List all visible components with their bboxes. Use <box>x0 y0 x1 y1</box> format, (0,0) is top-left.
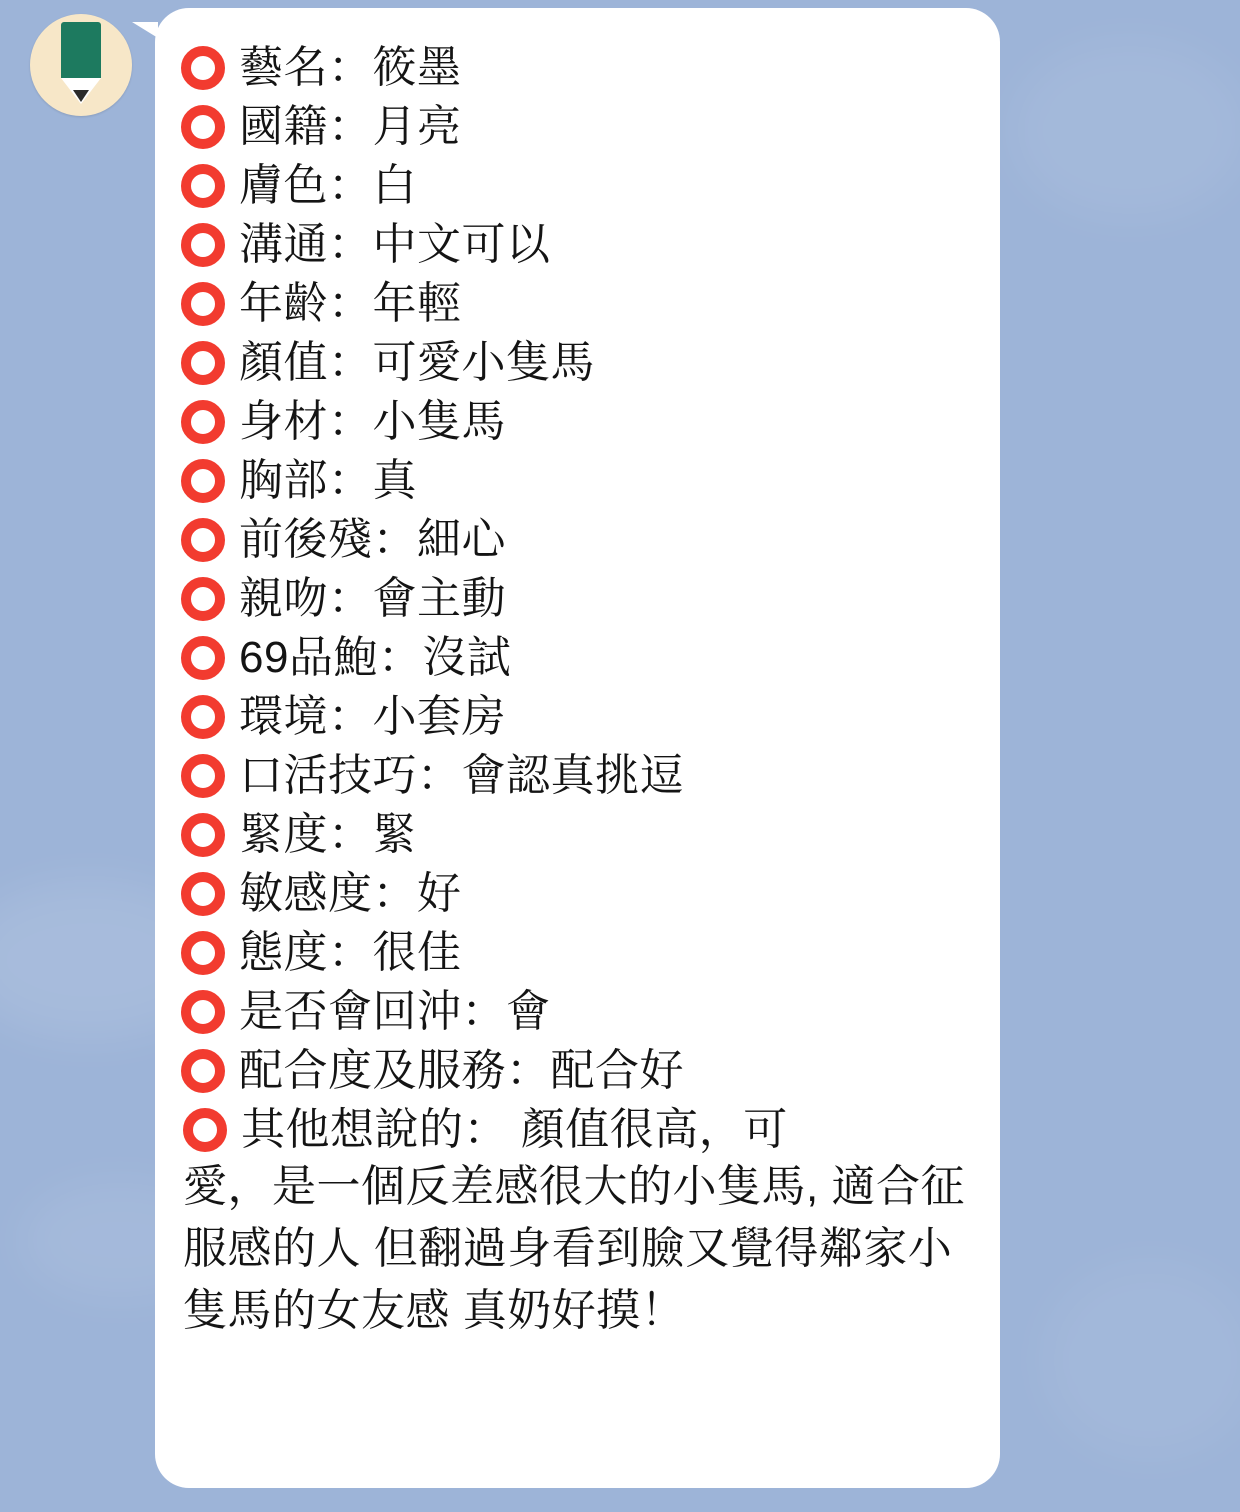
red-circle-bullet-icon <box>181 518 225 562</box>
message-bubble[interactable] <box>155 8 1000 1488</box>
list-item-label: 胸部：真 <box>239 456 417 505</box>
list-item <box>181 219 974 271</box>
list-item-label: 口活技巧：會認真挑逗 <box>239 751 684 800</box>
red-circle-bullet-icon <box>181 931 225 975</box>
red-circle-bullet-icon <box>181 282 225 326</box>
list-item <box>181 455 974 507</box>
message-bubble-tail <box>132 22 158 38</box>
red-circle-bullet-icon <box>181 1049 225 1093</box>
list-item-label: 溝通：中文可以 <box>239 220 551 269</box>
background-blob <box>1040 1260 1240 1460</box>
red-circle-bullet-icon <box>181 636 225 680</box>
list-item-label: 69品鮑：沒試 <box>239 633 512 682</box>
list-item-label: 前後殘：細心 <box>239 515 506 564</box>
list-item <box>181 1045 974 1097</box>
note-body: 愛，是一個反差感很大的小隻馬, 適合征服感的人 但翻過身看到臉又覺得鄰家小隻馬的女友感 真奶好摸！ <box>183 1162 965 1335</box>
red-circle-bullet-icon <box>181 459 225 503</box>
note-header <box>183 1104 974 1156</box>
list-item <box>181 986 974 1038</box>
red-circle-bullet-icon <box>181 813 225 857</box>
red-circle-bullet-icon <box>181 164 225 208</box>
red-circle-bullet-icon <box>181 46 225 90</box>
note-section <box>181 1104 974 1342</box>
list-item-label: 敏感度：好 <box>239 869 462 918</box>
list-item-label: 身材：小隻馬 <box>239 397 506 446</box>
list-item-label: 親吻：會主動 <box>239 574 506 623</box>
list-item <box>181 868 974 920</box>
list-item <box>181 573 974 625</box>
red-circle-bullet-icon <box>181 872 225 916</box>
list-item-label: 態度：很佳 <box>239 928 462 977</box>
background-blob <box>1010 40 1240 220</box>
list-item <box>181 396 974 448</box>
list-item <box>181 809 974 861</box>
list-item <box>181 927 974 979</box>
list-item <box>181 691 974 743</box>
list-item-label: 是否會回沖：會 <box>239 987 551 1036</box>
list-item <box>181 750 974 802</box>
list-item <box>181 278 974 330</box>
note-label: 其他想說的： 顏值很高，可 <box>241 1105 788 1154</box>
list-item <box>181 42 974 94</box>
list-item <box>181 101 974 153</box>
list-item-label: 年齡：年輕 <box>239 279 462 328</box>
pencil-lead-icon <box>73 90 89 102</box>
red-circle-bullet-icon <box>181 341 225 385</box>
list-item-label: 環境：小套房 <box>239 692 506 741</box>
profile-list <box>181 42 974 1097</box>
red-circle-bullet-icon <box>181 223 225 267</box>
list-item-label: 膚色：白 <box>239 161 417 210</box>
red-circle-bullet-icon <box>181 695 225 739</box>
list-item-label: 緊度：緊 <box>239 810 417 859</box>
red-circle-bullet-icon <box>181 577 225 621</box>
red-circle-bullet-icon <box>181 105 225 149</box>
list-item-label: 配合度及服務：配合好 <box>239 1046 684 1095</box>
red-circle-bullet-icon <box>181 754 225 798</box>
red-circle-bullet-icon <box>181 990 225 1034</box>
list-item-label: 國籍：月亮 <box>239 102 462 151</box>
list-item <box>181 514 974 566</box>
list-item <box>181 337 974 389</box>
avatar[interactable] <box>30 14 132 116</box>
pencil-icon <box>61 22 101 78</box>
list-item-label: 藝名：筱墨 <box>239 43 462 92</box>
red-circle-bullet-icon <box>181 400 225 444</box>
list-item <box>181 632 974 684</box>
red-circle-bullet-icon <box>183 1108 227 1152</box>
list-item <box>181 160 974 212</box>
list-item-label: 顏值：可愛小隻馬 <box>239 338 595 387</box>
